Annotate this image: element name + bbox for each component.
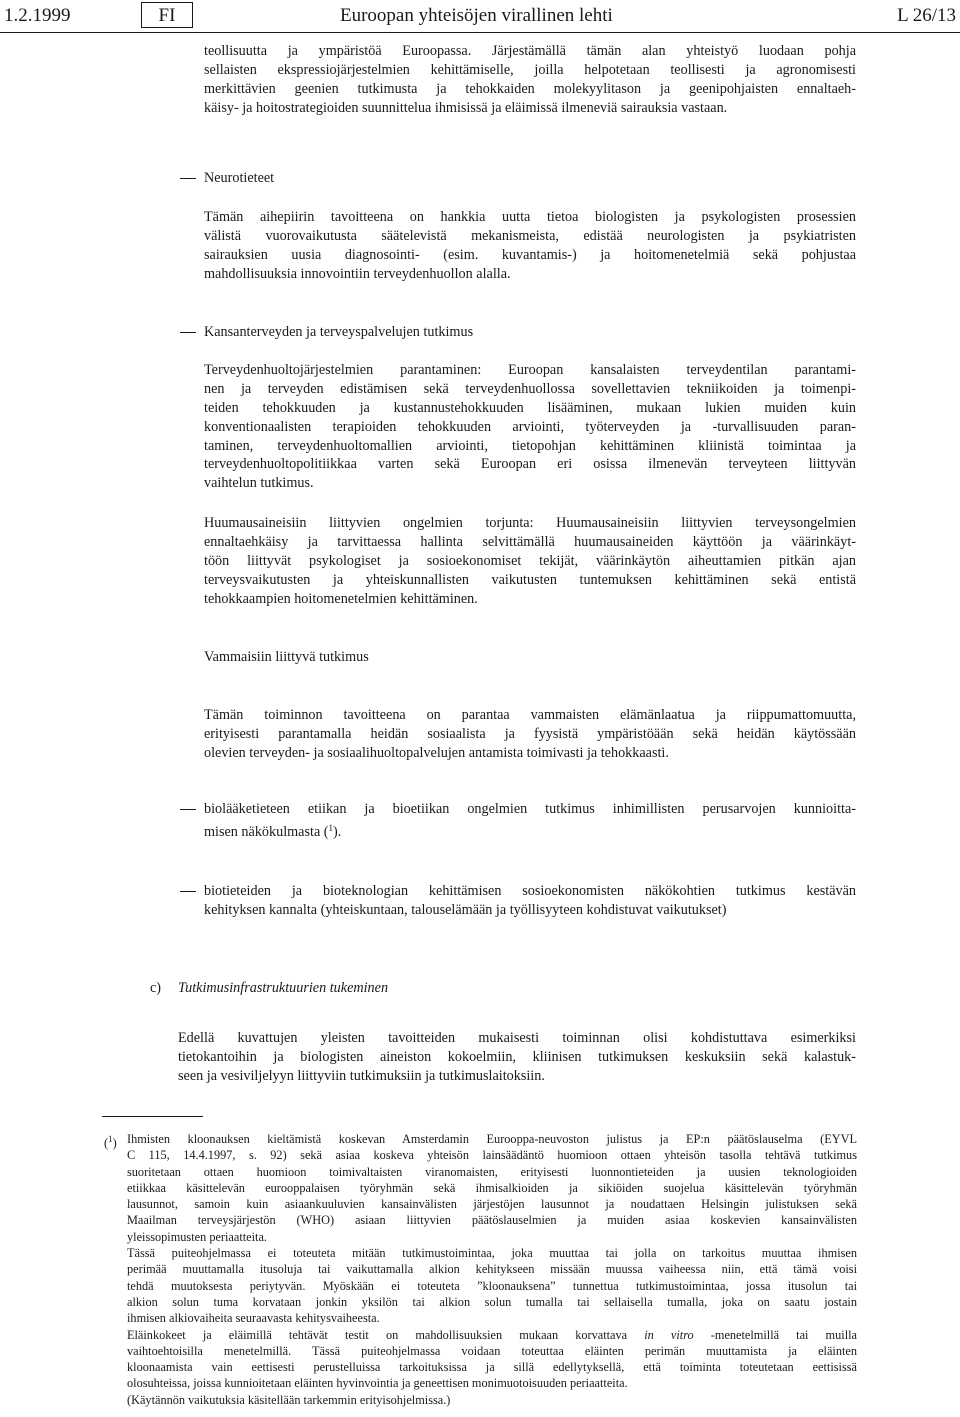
footnote	[127, 1131, 857, 1408]
text-line: tehokkaampien hoitomenetelmien kehittäminen.	[204, 590, 478, 607]
text-line: Maailman terveysjärjestön (WHO) asiaan liittyvien päätöslauselmien ja muiden asiaa koskevien kansainvälisten	[127, 1213, 857, 1228]
heading-disability: Vammaisiin liittyvä tutkimus	[204, 649, 369, 665]
text-line: Terveydenhuoltojärjestelmien parantaminen: Euroopan kansalaisten terveydentilan parantami-	[204, 362, 856, 378]
text-line: C 115, 14.4.1997, s. 92) sekä asiaa koskeva yhteisön lainsäädäntö huomioon ottaen yhteisön tasolla tehtävä tutkimus	[127, 1148, 857, 1163]
text-line: seen ja vesiviljelyyn liittyviin tutkimuksiin ja tutkimuslaitoksiin.	[178, 1067, 545, 1084]
neuroscience-paragraph	[204, 208, 856, 284]
text-line: Ihmisten kloonauksen kieltämistä koskevan Amsterdamin Eurooppa-neuvoston julistus ja EP:n päätöslauselma (EYVL	[127, 1132, 857, 1146]
text-line: terveysvaikutusten ja yhteiskunnallisten vaikutusten tuntemuksen kehittäminen sekä entistä	[204, 571, 856, 588]
text-line: vaihtelun tutkimus.	[204, 475, 314, 492]
text-line: yleissopimusten periaatteita.	[127, 1229, 268, 1244]
text-line: erityisesti parantamalla heidän sosiaalista ja fyysistä ympäristöään sekä heidän käytössään	[204, 725, 856, 742]
list-dash	[180, 809, 196, 810]
text-line: biolääketieteen etiikan ja bioetiikan ongelmien tutkimus inhimillisten perusarvojen kunnioitta-	[204, 801, 856, 817]
header-rule	[0, 32, 960, 33]
biotech-item	[204, 882, 856, 920]
text-line: perimää muuttamalla itusoluja tai vaikuttamalla alkion kehitykseen missään muussa vaiheessa niin, että tämä voisi	[127, 1262, 857, 1277]
text-line: käisy- ja hoitostrategioiden suunnittelua ihmisissä ja eläimissä ilmeneviä sairauksia vastaan.	[204, 99, 728, 116]
page-header	[0, 0, 960, 32]
footnote-rule	[102, 1116, 203, 1117]
text-line: tietokantoihin ja biologisten aineiston kokoelmiin, kliinisen tutkimuksen keskuksiin sekä kalastuk-	[178, 1048, 856, 1065]
text-line: biotieteiden ja bioteknologian kehittämisen sosioekonomisten näkökohtien tutkimus kestävän	[204, 883, 856, 899]
disability-paragraph	[204, 706, 856, 763]
heading-public-health: Kansanterveyden ja terveyspalvelujen tutkimus	[204, 324, 474, 340]
heading-neuroscience: Neurotieteet	[204, 170, 275, 186]
text-line: Tämän toiminnon tavoitteena on parantaa vammaisten elämänlaatua ja riippumattomuutta,	[204, 707, 856, 723]
text-line: konventionaalisten terapioiden tehokkuuden arviointi, työterveyden ja -turvallisuuden paran-	[204, 418, 856, 435]
health-systems-paragraph	[204, 361, 856, 493]
text-line: nen ja terveyden edistämisen sekä terveydenhuollossa sovellettavien tekniikoiden ja toimenpi-	[204, 380, 856, 397]
text-line: kehityksen kannalta (yhteiskuntaan, talouselämään ja työllisyyteen kohdistuvat vaikutukset)	[204, 901, 727, 918]
text-line: ennaltaehkäisy ja tarvittaessa hallinta selvittämällä huumausaineiden käyttöön ja väärinkäyt-	[204, 533, 856, 550]
list-dash	[180, 891, 196, 892]
text-line: välistä vuorovaikutusta säätelevistä mekanismeista, edistää neurologisten ja psykiatristen	[204, 227, 856, 244]
text-line: lausunnot, samoin kuin asiaankuuluvien kansainvälisten järjestöjen lausunnot ja noudattaen Helsingin julistuksen sekä	[127, 1197, 857, 1212]
list-dash	[180, 178, 196, 179]
text-line: kloonaamista vain eettisesti perustelluissa tarkoituksissa ja sillä edellytyksellä, että toiminta toteutetaan eettisissä	[127, 1360, 857, 1375]
text-line: etiikkaa käsittelevän eurooppalaisen työryhmän sekä ihmisalkioiden ja sikiöiden suojelua käsittelevän työryhmän	[127, 1180, 857, 1195]
bioethics-item	[204, 800, 856, 838]
text-line: (Käytännön vaikutuksia käsitellään tarkemmin erityisohjelmissa.)	[127, 1392, 451, 1407]
text-line: taminen, terveydenhuoltomallien arviointi, tietopohjan kehittäminen kliinistä toimintaa ja	[204, 437, 856, 454]
text-line: ihmisen alkiovaiheita seuraavasta kehitysvaiheesta.	[127, 1311, 380, 1326]
text-line: merkittävien geenien tutkimusta ja tehokkaiden molekyylitason ja geenipohjaisten ennaltaeh-	[204, 80, 856, 97]
intro-paragraph	[204, 42, 856, 118]
text-line: töön liittyvät psykologiset ja sosioekonomiset tekijät, väärinkäytön aiheuttamien pitkän ajan	[204, 552, 856, 569]
text-line: Tämän aihepiirin tavoitteena on hankkia uutta tietoa biologisten ja psykologisten prosessien	[204, 209, 856, 225]
language-badge: FI	[141, 2, 193, 28]
footnote-mark: ($^1$)	[104, 1134, 117, 1150]
text-line: teollisuutta ja ympäristöä Euroopassa. Järjestämällä tämän alan yhteistyö luodaan pohja	[204, 43, 856, 59]
page-reference: L 26/13	[897, 5, 956, 26]
text-line: sairauksien uusia diagnosointi- (esim. kuvantamis-) ja hoitomenetelmiä sekä pohjustaa	[204, 246, 856, 263]
text-line: suoritetaan ottaen huomioon toimivaltaisten viranomaisten, erityisesti luonnontieteiden ja uusien teknologioiden	[127, 1164, 857, 1179]
footnote-reference: 1	[328, 822, 334, 833]
text-line: misen näkökulmasta ($^1$).	[204, 822, 342, 840]
publication-date: 1.2.1999	[4, 5, 71, 26]
section-c-paragraph	[178, 1029, 856, 1086]
section-c-label: c)	[150, 980, 162, 996]
list-dash	[180, 332, 196, 333]
text-line: teiden tehokkuuden ja kustannustehokkuuden lisääminen, mukaan lukien muiden kuin	[204, 399, 856, 416]
text-line: Edellä kuvattujen yleisten tavoitteiden mukaisesti toiminnan olisi kohdistuttava esimerkiksi	[178, 1030, 856, 1046]
text-line: sellaisten ekspressiojärjestelmien kehittämiselle, joilla helpotetaan teollisesti ja agronomisesti	[204, 61, 856, 78]
text-line: mahdollisuuksia innovointiin terveydenhuollon alalla.	[204, 265, 511, 282]
text-line: vaihtoehtoisilla menetelmillä. Tässä puiteohjelmassa voidaan toteuttaa eläinten perimän muuttamista ja eläinten	[127, 1343, 857, 1358]
text-line: tehdä muutoksesta periytyvän. Myöskään ei toteuteta ”kloonauksena” tunnettua tutkimustoimintaa, jossa itusolun tai	[127, 1278, 857, 1293]
text-line: olevien terveyden- ja sosiaalihuoltopalvelujen antamista toimivasti ja tehokkaasti.	[204, 744, 669, 761]
text-line: Huumausaineisiin liittyvien ongelmien torjunta: Huumausaineisiin liittyvien terveysongelmien	[204, 515, 856, 531]
text-line: terveydenhuoltopolitiikkaa varten sekä Euroopan eri osissa ilmenevän terveyteen liittyvän	[204, 456, 856, 473]
text-line: alkion solun tuma korvataan jonkin yksilön tai alkion solun tumalla tai sellaisella tumalla, joka on saatu jostain	[127, 1294, 857, 1309]
text-line: olosuhteissa, joissa kunnioitetaan eläinten hyvinvointia ja geneettisen monimuotoisuuden periaatteita.	[127, 1376, 628, 1391]
text-line: Eläinkokeet ja eläimillä tehtävät testit on mahdollisuuksien mukaan korvattava in vitro -menetelmillä tai muilla	[127, 1327, 857, 1342]
section-c-title: Tutkimusinfrastruktuurien tukeminen	[178, 980, 389, 996]
text-line: Tässä puiteohjelmassa ei toteuteta mitään tutkimustoimintaa, joka muuttaa tai jolla on tarkoitus muuttaa ihmisen	[127, 1246, 857, 1261]
drugs-paragraph	[204, 514, 856, 608]
journal-title: Euroopan yhteisöjen virallinen lehti	[340, 5, 613, 26]
